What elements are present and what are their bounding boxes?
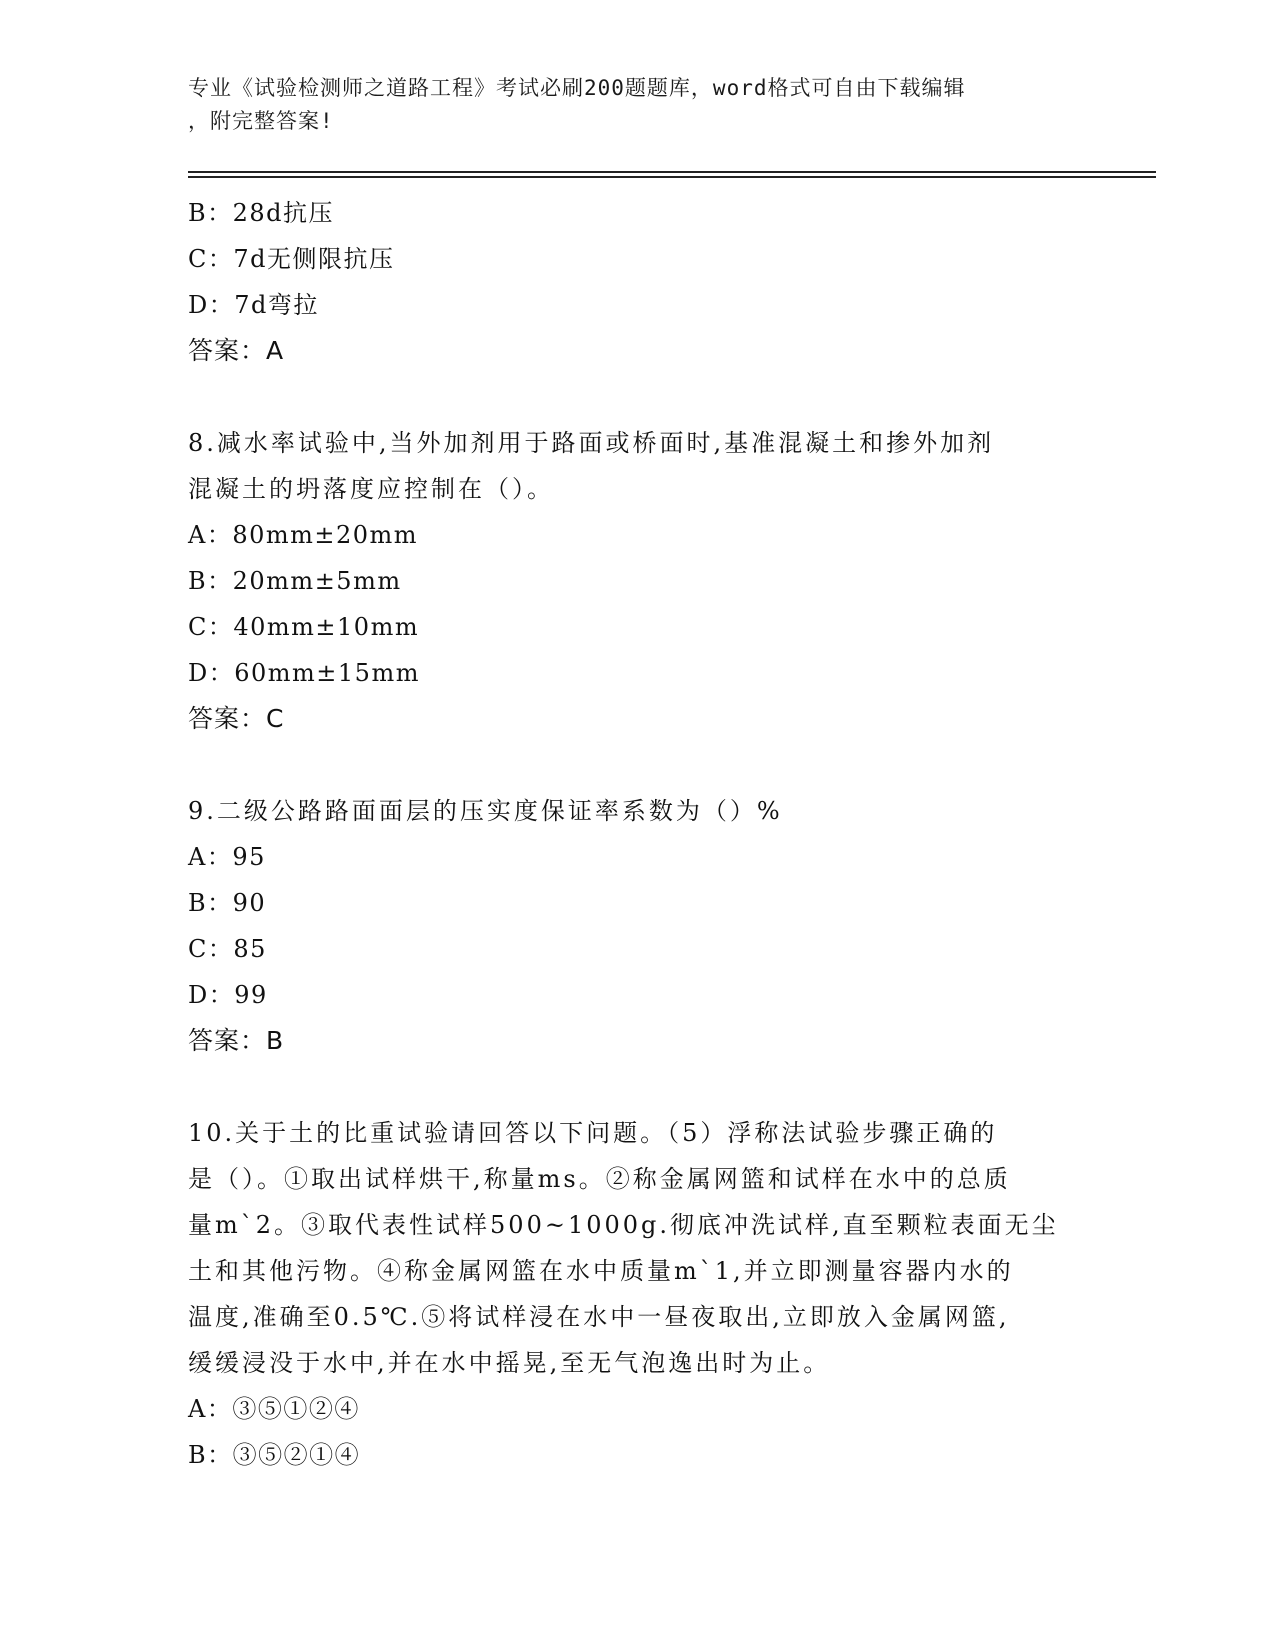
answer-line: 答案：C (188, 704, 285, 733)
answer-line: 答案：B (188, 1026, 285, 1055)
stem-line: 8.减水率试验中,当外加剂用于路面或桥面时,基准混凝土和掺外加剂 (188, 429, 995, 457)
stem-line: 土和其他污物。④称金属网篮在水中质量m`1,并立即测量容器内水的 (188, 1257, 1014, 1285)
question-list (188, 190, 1088, 1478)
stem-line: 缓缓浸没于水中,并在水中摇晃,至无气泡逸出时为止。 (188, 1349, 831, 1377)
question-stem: 9.二级公路路面面层的压实度保证率系数为（）% (188, 797, 783, 825)
stem-line: 混凝土的坍落度应控制在（）。 (188, 475, 554, 503)
header-title-line1: 专业《试验检测师之道路工程》考试必刷200题题库，word格式可自由下载编辑 (188, 76, 966, 100)
stem-line: 是（）。①取出试样烘干,称量ms。②称金属网篮和试样在水中的总质 (188, 1165, 1011, 1193)
option-a: A：③⑤①②④ (188, 1395, 360, 1423)
prev-question (188, 190, 1088, 374)
document-header (188, 72, 1068, 138)
option-a: A：80mm±20mm (188, 521, 419, 549)
option-c: C：40mm±10mm (188, 613, 420, 641)
question-stem (188, 1110, 1088, 1386)
header-rule-bottom (188, 176, 1156, 178)
option-c: C：7d无侧限抗压 (188, 245, 395, 273)
header-rule-top (188, 171, 1156, 173)
option-d: D：60mm±15mm (188, 659, 420, 687)
question-9 (188, 788, 1088, 1064)
question-8 (188, 420, 1088, 742)
option-b: B：③⑤②①④ (188, 1441, 361, 1469)
option-d: D：7d弯拉 (188, 291, 319, 319)
question-stem (188, 420, 1088, 512)
stem-line: 量m`2。③取代表性试样500~1000g.彻底冲洗试样,直至颗粒表面无尘 (188, 1211, 1059, 1239)
option-c: C：85 (188, 935, 267, 963)
question-10 (188, 1110, 1088, 1478)
option-d: D：99 (188, 981, 268, 1009)
stem-line: 温度,准确至0.5℃.⑤将试样浸在水中一昼夜取出,立即放入金属网篮, (188, 1303, 1010, 1331)
option-b: B：28d抗压 (188, 199, 335, 227)
answer-line: 答案：A (188, 336, 285, 365)
option-a: A：95 (188, 843, 266, 871)
stem-line: 10.关于土的比重试验请回答以下问题。（5）浮称法试验步骤正确的 (188, 1119, 998, 1147)
header-title-line2: ，附完整答案! (188, 109, 334, 133)
option-b: B：20mm±5mm (188, 567, 402, 595)
option-b: B：90 (188, 889, 267, 917)
